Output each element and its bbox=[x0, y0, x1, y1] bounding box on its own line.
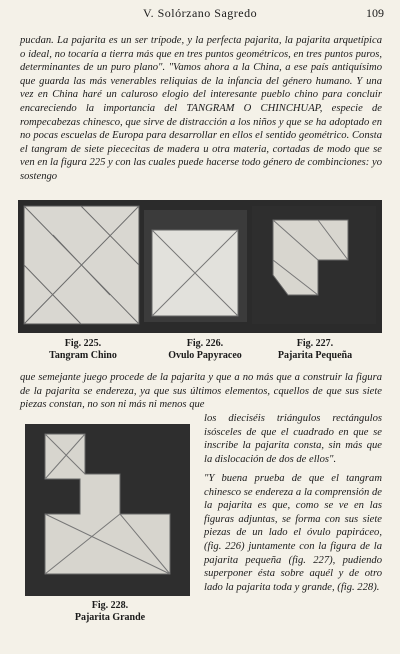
caption-fig-228 bbox=[55, 600, 165, 624]
caption-fig-227-title: Pajarita Pequeña bbox=[277, 350, 353, 361]
caption-fig-228-title: Pajarita Grande bbox=[74, 612, 146, 623]
caption-fig-226 bbox=[150, 338, 260, 362]
caption-fig-227-number: Fig. 227. bbox=[296, 338, 334, 349]
tangram-figures-illustration bbox=[18, 200, 382, 333]
body-text-top: pucdan. La pajarita es un ser trípode, y la perfecta pajarita, la pajarita arquetípica o ideal, no tocaría a tierra más que en tres puntos geométricos, en tres puntos puros, determinantes de un puro plano". "Vamos ahora a la China, a ese país antiquísimo que guarda las más venerables reliquias de la infancia del género humano. Y una vez en China haré un caluroso elogio del interesante pueblo chino para concluir encareciendo la importancia del TANGRAM O CHINCHUAP, especie de rompecabezas chinesco, que sirve de distracción a los niños y que se ha adoptado en no pocas escuelas de Europa para desarrollar en ellos el sentido geométrico. Consta el tangram de siete piececitas de madera u otra materia, cortadas de modo que se ven en la figura 225 y con las cuales puede hacerse todo género de combinciones: yo sostengo bbox=[20, 35, 382, 182]
fig-225-tangram-chino-image bbox=[24, 206, 139, 324]
fig-227-pajarita-pequena-image bbox=[252, 206, 376, 324]
running-header bbox=[0, 6, 400, 24]
tangram-figures-photo bbox=[18, 200, 382, 333]
fig-228-pajarita-grande-photo bbox=[25, 424, 190, 596]
fig-228-pajarita-grande-image bbox=[25, 424, 190, 596]
caption-fig-225-title: Tangram Chino bbox=[49, 350, 117, 361]
body-text-right-column-1: los dieciséis triángulos rectángulos isósceles de que el cuadrado en que se inscribe la pajarita consta, sin más que la dislocación de dos de ellos". bbox=[204, 413, 382, 465]
page-number: 109 bbox=[366, 6, 384, 20]
caption-fig-225-number: Fig. 225. bbox=[64, 338, 102, 349]
body-text-right-column-2: "Y buena prueba de que el tangram chinesco se endereza a la comprensión de la pajarita es que, como se ve en las figuras adjuntas, se forma con sus siete piezas de un lado el óvulo papiráceo, (fig. 226) juntamente con la figura de la pajarita pequeña (fig. 227), pudiendo superponer ésta sobre aquél y de otro lado la pajarita toda y grande, (fig. 228). bbox=[204, 473, 382, 593]
caption-fig-227 bbox=[260, 338, 370, 362]
caption-fig-225 bbox=[28, 338, 138, 362]
caption-fig-228-number: Fig. 228. bbox=[91, 600, 129, 611]
caption-fig-226-number: Fig. 226. bbox=[186, 338, 224, 349]
fig-226-ovulo-image bbox=[144, 210, 247, 322]
running-title: V. Solórzano Sagredo bbox=[143, 6, 258, 20]
body-text-middle: que semejante juego procede de la pajarita y que a no más que a construir la figura de la pajarita se endereza, ya que sus últimos elementos, cquellos de que sus siete piezas constan, no son ni más ni menos que bbox=[20, 372, 382, 411]
caption-fig-226-title: Ovulo Papyraceo bbox=[168, 350, 242, 361]
